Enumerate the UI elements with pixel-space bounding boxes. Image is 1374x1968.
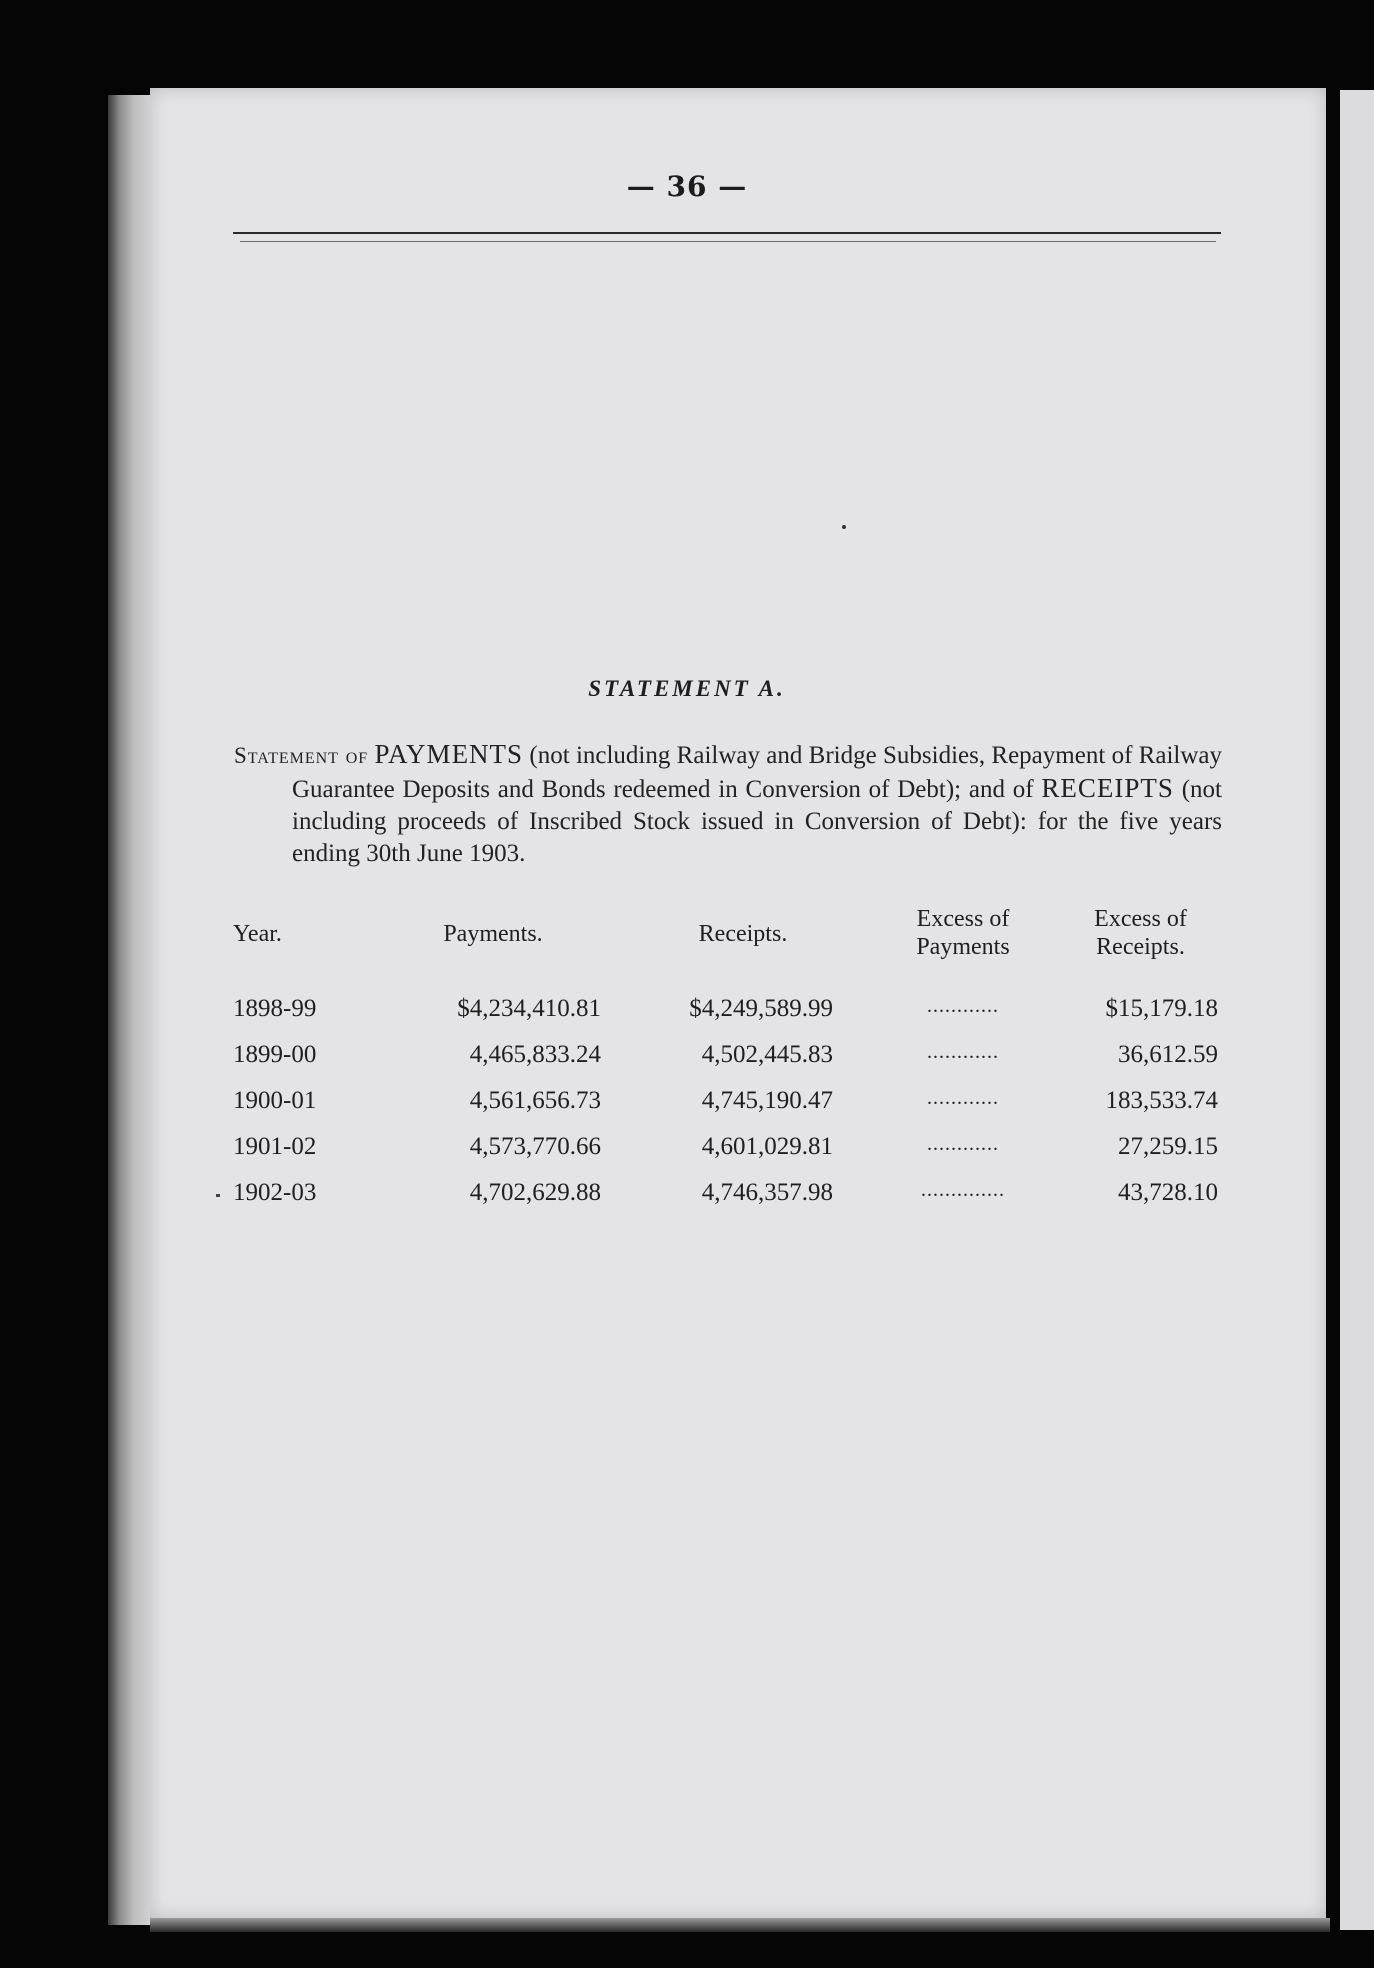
cell-excess-payments: ............ — [927, 1087, 999, 1109]
page-bottom-edge — [150, 1918, 1330, 1932]
cell-excess-receipts: 27,259.15 — [1118, 1133, 1218, 1160]
header-excess-payments-line2: Payments — [916, 934, 1010, 960]
cell-receipts: 4,745,190.47 — [701, 1087, 833, 1114]
statement-table — [233, 905, 1223, 1225]
header-year: Year. — [233, 921, 282, 947]
caption-text-2: (not including proceeds of Inscribed Stock issued in Conversion of Debt): for the five years ending 30th June 1903. — [292, 776, 1223, 867]
cell-excess-payments: .............. — [921, 1179, 1005, 1201]
caption-text-1: (not including Railway and Bridge Subsidies, Repayment of Railway Guarantee Deposits and Bonds redeemed in Conversion of Debt); and of — [292, 742, 1222, 803]
table-row — [233, 1041, 1223, 1087]
cell-excess-receipts: 183,533.74 — [1105, 1087, 1218, 1114]
page-number: — 36 — — [626, 170, 748, 203]
cell-excess-payments: ............ — [927, 1041, 999, 1063]
statement-caption — [234, 738, 1222, 870]
header-payments: Payments. — [443, 921, 543, 947]
table-row — [233, 1179, 1223, 1225]
cell-receipts: $4,249,589.99 — [689, 995, 833, 1022]
header-receipts: Receipts. — [698, 921, 788, 947]
cell-excess-receipts: $15,179.18 — [1105, 995, 1218, 1022]
cell-receipts: 4,746,357.98 — [701, 1179, 833, 1206]
cell-excess-payments: ............ — [927, 995, 999, 1017]
cell-year: 1900-01 — [233, 1087, 317, 1114]
cell-payments: $4,234,410.81 — [457, 995, 601, 1022]
cell-excess-receipts: 36,612.59 — [1118, 1041, 1218, 1068]
table-row — [233, 1087, 1223, 1133]
header-excess-payments-line1: Excess of — [916, 906, 1010, 932]
header-excess-receipts — [1058, 905, 1223, 961]
cell-excess-payments: ............ — [927, 1133, 999, 1155]
cell-payments: 4,465,833.24 — [469, 1041, 601, 1068]
table-row — [233, 995, 1223, 1041]
cell-payments: 4,561,656.73 — [469, 1087, 601, 1114]
facing-page-sliver — [1340, 90, 1374, 1930]
statement-heading: STATEMENT A. — [588, 676, 786, 701]
cell-excess-receipts: 43,728.10 — [1118, 1179, 1218, 1206]
book-spine-edge — [108, 95, 154, 1925]
ink-speck — [842, 525, 846, 529]
cell-year: 1901-02 — [233, 1133, 317, 1160]
table-row — [233, 1133, 1223, 1179]
cell-year: 1899-00 — [233, 1041, 317, 1068]
header-rule — [233, 232, 1221, 234]
cell-payments: 4,702,629.88 — [469, 1179, 601, 1206]
caption-payments: PAYMENTS — [374, 739, 524, 769]
cell-receipts: 4,502,445.83 — [701, 1041, 833, 1068]
caption-lead: Statement of — [234, 743, 369, 768]
cell-payments: 4,573,770.66 — [469, 1133, 601, 1160]
header-excess-payments — [873, 905, 1053, 961]
header-excess-receipts-line2: Receipts. — [1096, 934, 1185, 960]
cell-year: 1902-03 — [233, 1179, 317, 1206]
table-header — [233, 905, 1223, 995]
header-excess-receipts-line1: Excess of — [1094, 906, 1187, 932]
cell-year: 1898-99 — [233, 995, 317, 1022]
margin-dot — [216, 1194, 220, 1197]
header-rule-secondary — [240, 241, 1216, 242]
cell-receipts: 4,601,029.81 — [701, 1133, 833, 1160]
caption-receipts: RECEIPTS — [1041, 773, 1174, 803]
